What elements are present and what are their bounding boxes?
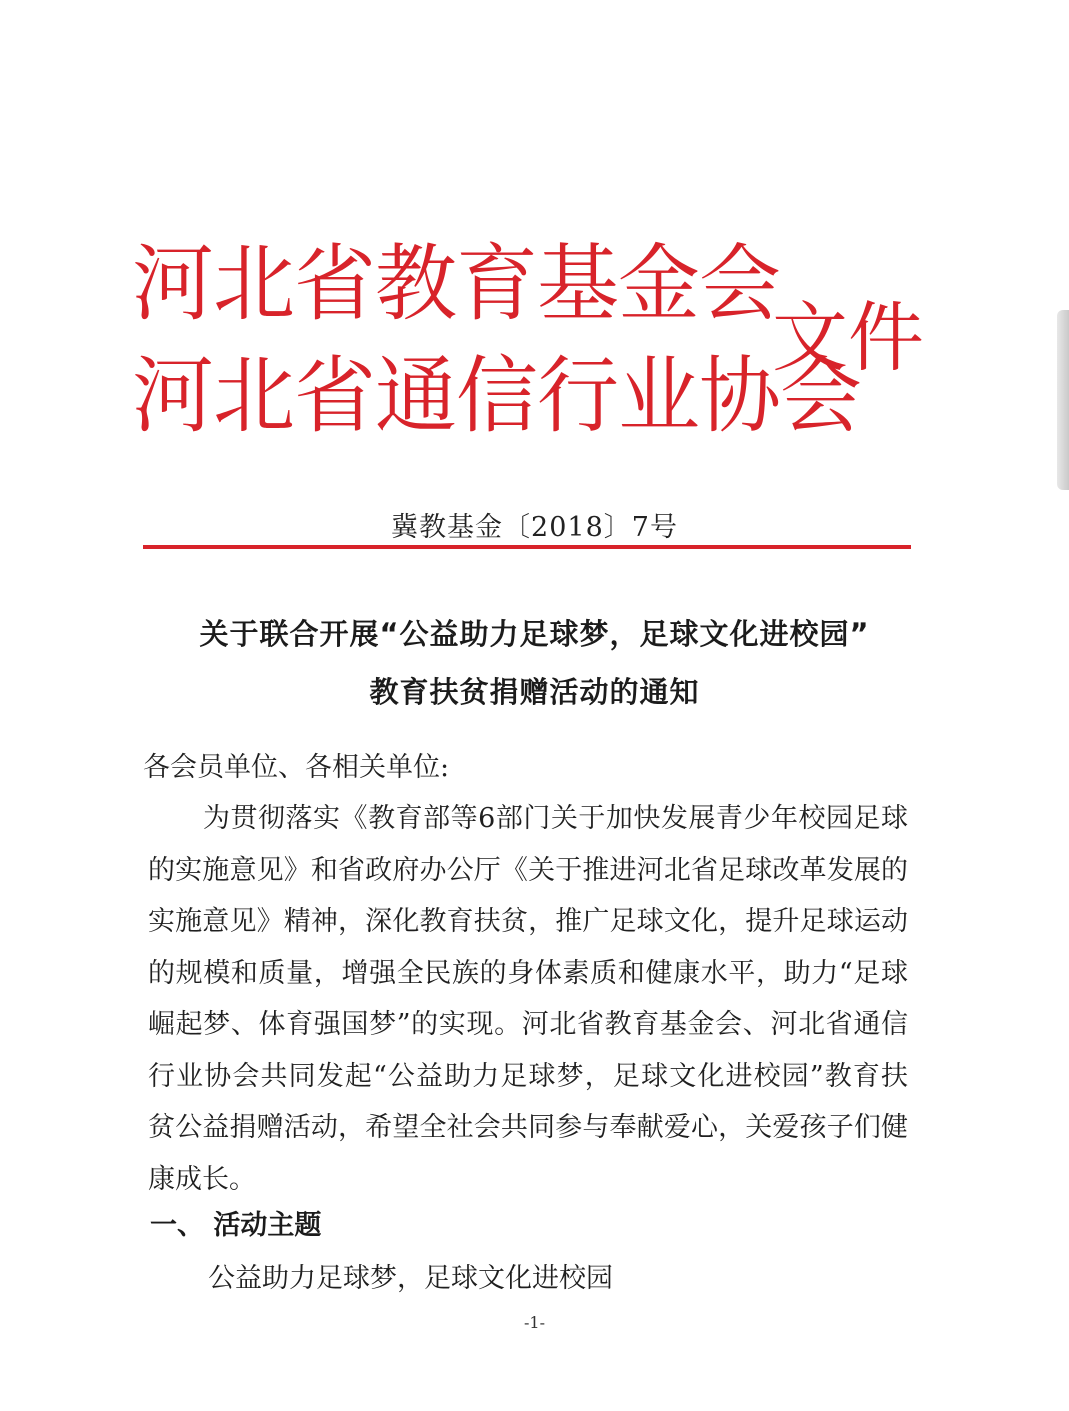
issuer-name-1: 河北省教育基金会	[132, 235, 781, 333]
page-number: -1-	[524, 1313, 545, 1332]
intro-paragraph	[148, 793, 908, 1205]
issuer-name-2: 河北省通信行业协会	[132, 347, 862, 445]
notice-title-line-2: 教育扶贫捐赠活动的通知	[369, 675, 700, 709]
section-heading-theme: 一、 活动主题	[150, 1210, 322, 1241]
document-number: 冀教基金〔2018〕7号	[391, 512, 678, 543]
scroll-edge-handle[interactable]	[1057, 310, 1069, 490]
paragraph-line: 行业协会共同发起“公益助力足球梦，足球文化进校园”教育扶	[148, 1060, 908, 1092]
paragraph-line: 贫公益捐赠活动，希望全社会共同参与奉献爱心，关爱孩子们健	[148, 1112, 908, 1143]
paragraph-line: 实施意见》精神，深化教育扶贫，推广足球文化，提升足球运动	[148, 906, 908, 937]
document-type-label: 文件	[772, 293, 924, 382]
paragraph-line: 为贯彻落实《教育部等6部门关于加快发展青少年校园足球	[203, 803, 908, 834]
salutation: 各会员单位、各相关单位:	[143, 752, 450, 783]
paragraph-line: 康成长。	[148, 1163, 256, 1195]
header-divider	[143, 545, 911, 549]
paragraph-line: 崛起梦、体育强国梦”的实现。河北省教育基金会、河北省通信	[148, 1009, 908, 1040]
paragraph-line: 的规模和质量，增强全民族的身体素质和健康水平，助力“足球	[148, 957, 908, 989]
section-text-theme: 公益助力足球梦，足球文化进校园	[208, 1263, 613, 1294]
notice-title-line-1: 关于联合开展“公益助力足球梦，足球文化进校园”	[199, 617, 870, 651]
paragraph-line: 的实施意见》和省政府办公厅《关于推进河北省足球改革发展的	[148, 854, 908, 886]
